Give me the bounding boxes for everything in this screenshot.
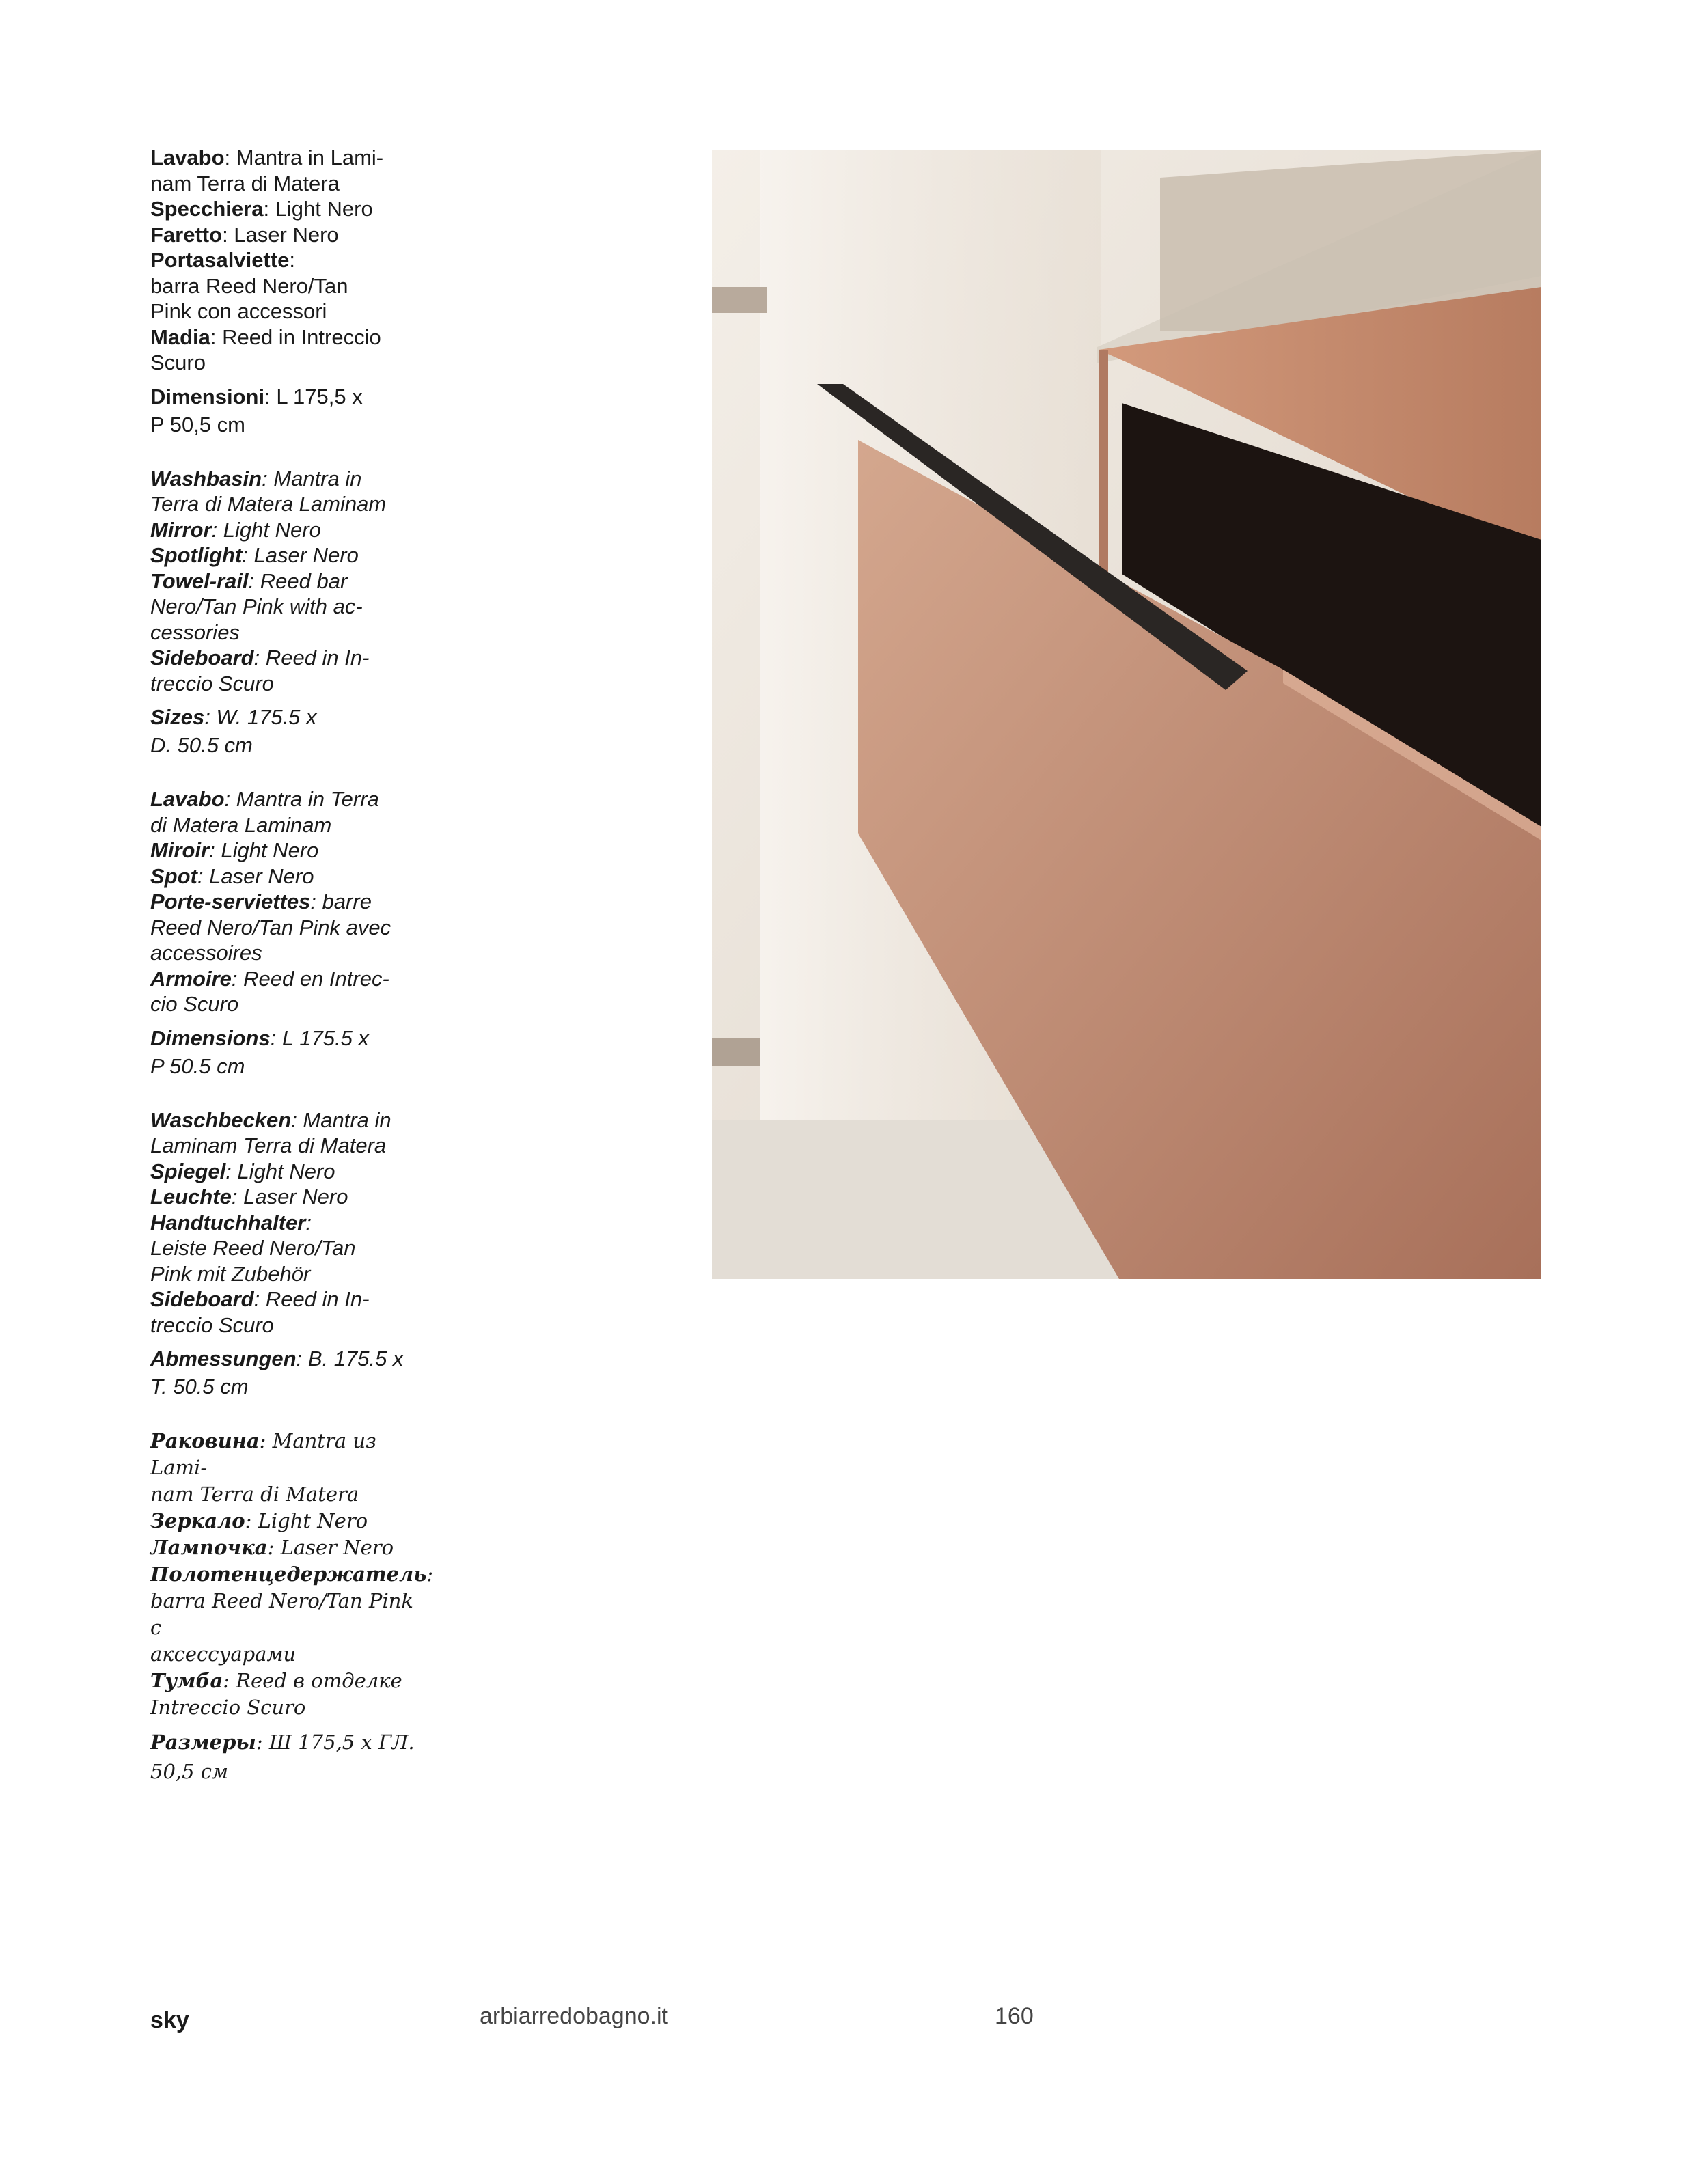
spec-line — [150, 542, 424, 568]
spec-line — [150, 273, 424, 299]
dimensions — [150, 1345, 424, 1401]
spec-value: Pink con accessori — [150, 299, 327, 323]
spec-label: Washbasin — [150, 466, 262, 491]
spec-line — [150, 786, 424, 812]
spec-label: Полотенцедержатель — [150, 1562, 427, 1586]
spec-line — [150, 517, 424, 543]
spec-label: Spotlight — [150, 543, 243, 567]
spec-label: Тумба — [150, 1669, 223, 1692]
spec-block-fr — [150, 786, 424, 1080]
spec-value: : Laser Nero — [197, 864, 314, 888]
spec-value: Laminam Terra di Matera — [150, 1133, 387, 1157]
spec-value: cio Scuro — [150, 992, 239, 1016]
spec-value: cessories — [150, 620, 240, 644]
spec-value: : Laser Nero — [231, 1185, 348, 1209]
spec-value: treccio Scuro — [150, 1312, 274, 1337]
dimensions — [150, 383, 424, 439]
spec-value: : Laser Nero — [267, 1536, 394, 1559]
spec-line — [150, 1694, 424, 1721]
spec-label: Leuchte — [150, 1185, 232, 1209]
dimension-line — [150, 1373, 424, 1401]
spec-label: Armoire — [150, 966, 232, 991]
spec-value: nam Terra di Matera — [150, 171, 340, 195]
spec-line — [150, 1210, 424, 1236]
spec-value: : Mantra in — [262, 466, 362, 491]
spec-value: Scuro — [150, 350, 206, 374]
spec-line — [150, 620, 424, 646]
dimension-line — [150, 1728, 424, 1757]
spec-value: di Matera Laminam — [150, 812, 332, 837]
spec-label: Spiegel — [150, 1159, 226, 1183]
dimension-line — [150, 703, 424, 731]
spec-value: accessoires — [150, 941, 262, 965]
spec-line — [150, 145, 424, 171]
spec-line — [150, 991, 424, 1017]
spec-value: : Reed en Intrec- — [231, 966, 389, 991]
spec-line — [150, 350, 424, 376]
spec-value: treccio Scuro — [150, 671, 274, 695]
spec-value: : Reed in In- — [253, 646, 370, 670]
wall-rail-bottom — [712, 1038, 760, 1066]
spec-label: Размеры — [150, 1731, 256, 1754]
spec-value: : — [426, 1562, 434, 1586]
spec-line — [150, 1508, 424, 1534]
dimension-line — [150, 1052, 424, 1080]
spec-label: Towel-rail — [150, 568, 249, 593]
spec-value: Nero/Tan Pink with ac- — [150, 594, 363, 618]
spec-line — [150, 1133, 424, 1159]
spec-value: 50,5 см — [150, 1760, 229, 1783]
spec-label: Dimensions — [150, 1025, 271, 1050]
footer-brand: sky — [150, 2007, 189, 2033]
spec-line — [150, 299, 424, 325]
spec-line — [150, 889, 424, 915]
spec-value: Reed Nero/Tan Pink avec — [150, 915, 391, 939]
spec-value: : Mantra из Lami- — [150, 1429, 376, 1479]
dimension-line — [150, 1345, 424, 1373]
spec-line — [150, 1641, 424, 1668]
spec-value: : Light Nero — [263, 197, 373, 221]
spec-line — [150, 247, 424, 273]
footer-page-number: 160 — [995, 2003, 1034, 2029]
spec-column — [150, 145, 434, 1787]
spec-line — [150, 1588, 424, 1641]
spec-block-ru — [150, 1428, 434, 1787]
spec-line — [150, 1668, 424, 1694]
spec-line — [150, 196, 424, 222]
spec-line — [150, 466, 424, 492]
spec-block-it — [150, 145, 424, 439]
spec-value: : Mantra in — [291, 1107, 391, 1132]
spec-line — [150, 1184, 424, 1210]
spec-line — [150, 812, 424, 838]
spec-value: : Light Nero — [211, 517, 321, 542]
dimensions — [150, 1024, 424, 1080]
dimension-line — [150, 411, 424, 439]
spec-line — [150, 645, 424, 671]
spec-value: : Reed in In- — [253, 1287, 370, 1311]
spec-value: : Laser Nero — [242, 543, 359, 567]
spec-value: : — [305, 1210, 312, 1235]
spec-line — [150, 1312, 424, 1338]
product-photo — [712, 150, 1541, 1279]
spec-value: : Ш 175,5 х ГЛ. — [256, 1731, 415, 1754]
spec-block-de — [150, 1107, 424, 1401]
spec-line — [150, 568, 424, 594]
spec-line — [150, 491, 424, 517]
spec-line — [150, 1428, 424, 1481]
spec-value: : barre — [310, 890, 372, 913]
spec-line — [150, 222, 424, 248]
spec-value: : Light Nero — [209, 838, 319, 862]
spec-value: : W. 175.5 x — [204, 705, 317, 729]
spec-value: : Reed в отделке — [223, 1669, 402, 1692]
spec-label: Dimensioni — [150, 384, 265, 409]
spec-line — [150, 966, 424, 992]
spec-value: аксессуарами — [150, 1642, 297, 1666]
spec-value: : Mantra in Lami- — [224, 146, 384, 169]
spec-label: Lavabo — [150, 787, 225, 811]
spec-line — [150, 1107, 424, 1133]
spec-label: Sizes — [150, 705, 205, 729]
dimension-line — [150, 383, 424, 411]
spec-line — [150, 1286, 424, 1312]
spec-value: : Light Nero — [245, 1509, 368, 1532]
spec-line — [150, 915, 424, 941]
spec-block-en — [150, 466, 424, 760]
spec-value: D. 50.5 cm — [150, 733, 253, 757]
spec-value: P 50.5 cm — [150, 1053, 245, 1078]
spec-line — [150, 940, 424, 966]
spec-line — [150, 838, 424, 864]
spec-value: : Reed in Intreccio — [210, 325, 381, 349]
spec-value: Intreccio Scuro — [150, 1696, 306, 1719]
spec-value: Leiste Reed Nero/Tan — [150, 1236, 356, 1260]
spec-value: : B. 175.5 x — [296, 1347, 404, 1370]
dimensions — [150, 703, 424, 759]
spec-label: Sideboard — [150, 1287, 254, 1311]
spec-label: Spot — [150, 864, 197, 888]
spec-line — [150, 1235, 424, 1261]
spec-label: Faretto — [150, 222, 223, 247]
spec-label: Porte-serviettes — [150, 890, 311, 913]
spec-line — [150, 1159, 424, 1185]
spec-label: Portasalviette — [150, 248, 290, 272]
spec-value: barra Reed Nero/Tan Pink с — [150, 1589, 413, 1639]
spec-value: barra Reed Nero/Tan — [150, 273, 348, 298]
spec-line — [150, 1481, 424, 1508]
spec-line — [150, 325, 424, 350]
spec-label: Sideboard — [150, 646, 254, 670]
spec-value: : L 175.5 x — [270, 1025, 369, 1050]
spec-label: Lavabo — [150, 146, 225, 169]
spec-value: : Light Nero — [225, 1159, 335, 1183]
spec-line — [150, 864, 424, 890]
spec-label: Зеркало — [150, 1509, 245, 1532]
spec-label: Abmessungen — [150, 1347, 297, 1370]
dimension-line — [150, 731, 424, 759]
spec-value: : — [289, 248, 295, 272]
spec-label: Лампочка — [150, 1536, 268, 1559]
spec-label: Miroir — [150, 838, 210, 862]
spec-label: Handtuchhalter — [150, 1210, 306, 1235]
spec-label: Madia — [150, 325, 210, 349]
spec-line — [150, 594, 424, 620]
spec-line — [150, 671, 424, 697]
dimension-line — [150, 1757, 424, 1787]
footer-url[interactable]: arbiarredobagno.it — [480, 2003, 668, 2029]
spec-line — [150, 1261, 424, 1287]
spec-line — [150, 171, 424, 197]
dimensions — [150, 1728, 424, 1787]
spec-label: Specchiera — [150, 197, 264, 221]
spec-value: T. 50.5 cm — [150, 1375, 249, 1399]
spec-label: Раковина — [150, 1429, 260, 1452]
spec-line — [150, 1561, 434, 1588]
spec-value: : Mantra in Terra — [224, 787, 379, 811]
spec-label: Waschbecken — [150, 1107, 292, 1132]
spec-value: Pink mit Zubehör — [150, 1261, 311, 1286]
spec-value: : L 175,5 x — [264, 384, 363, 409]
wall-rail-top — [712, 287, 767, 313]
spec-value: Terra di Matera Laminam — [150, 492, 387, 516]
spec-label: Mirror — [150, 517, 212, 542]
spec-value: : Reed bar — [248, 568, 348, 593]
spec-value: P 50,5 cm — [150, 412, 246, 437]
spec-value: : Laser Nero — [222, 222, 339, 247]
spec-value: nam Terra di Matera — [150, 1483, 359, 1506]
spec-line — [150, 1534, 424, 1561]
dimension-line — [150, 1024, 424, 1052]
